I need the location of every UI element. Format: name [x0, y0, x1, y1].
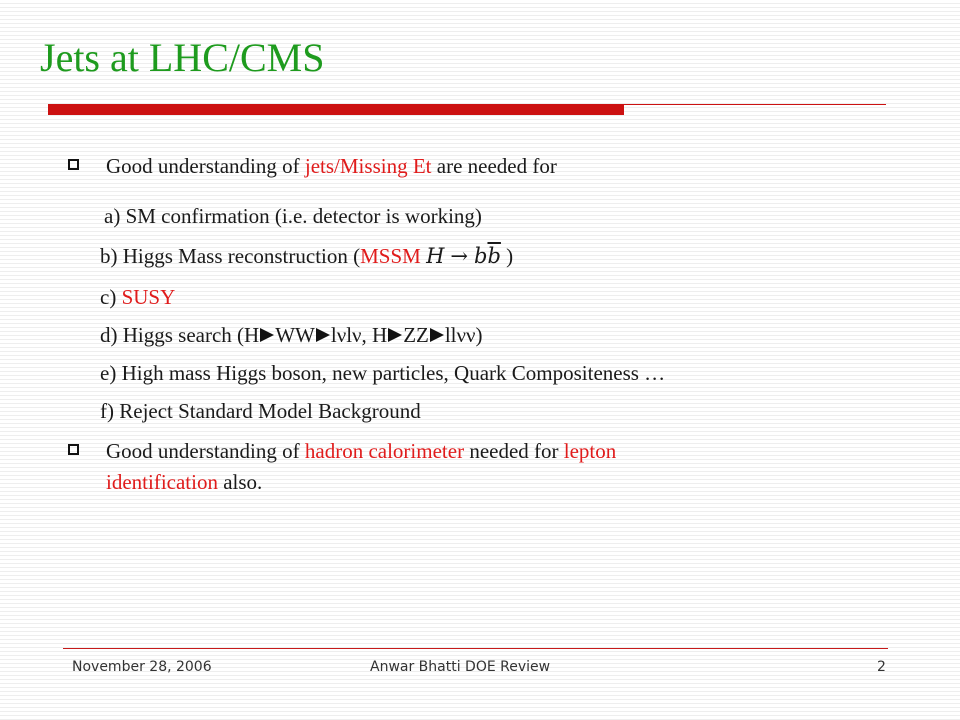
slide-title: Jets at LHC/CMS: [40, 35, 325, 80]
right-arrow-icon: [316, 328, 330, 342]
bullet-jets-prefix: Good understanding of: [106, 154, 305, 178]
bullet-hadron: [106, 438, 616, 464]
footer-presenter: Anwar Bhatti DOE Review: [370, 659, 551, 675]
bullet-jets-suffix: are needed for: [431, 154, 557, 178]
right-arrow-icon: [260, 328, 274, 342]
jets-missing-et-highlight: jets/Missing Et: [304, 154, 432, 178]
footer-rule: [63, 648, 888, 649]
right-arrow-icon: [430, 328, 444, 342]
footer-date: November 28, 2006: [72, 659, 212, 675]
formula-bbar: $\overline{b}$: [487, 244, 501, 268]
bullet-box-icon: [68, 444, 79, 455]
item-f: f) Reject Standard Model Background: [100, 399, 421, 423]
susy-highlight: SUSY: [121, 285, 176, 309]
identification-highlight: identification: [106, 470, 218, 494]
bullet-hadron-line2-suffix: also.: [217, 470, 263, 494]
lepton-highlight: lepton: [563, 439, 617, 463]
item-b: [100, 243, 513, 269]
hadron-calorimeter-highlight: hadron calorimeter: [304, 439, 465, 463]
title-rule-thin: [624, 104, 886, 105]
item-d-part3: lνlν, H: [330, 323, 388, 347]
bullet-hadron-middle: needed for: [464, 439, 564, 463]
title-rule-thick: [48, 104, 624, 115]
item-d-part4: ZZ: [403, 323, 429, 347]
bullet-hadron-line2: [106, 469, 262, 495]
item-d-part1: d) Higgs search (H: [100, 323, 260, 347]
item-d: [100, 322, 483, 348]
footer-page-number: 2: [877, 659, 886, 675]
item-a: a) SM confirmation (i.e. detector is working): [104, 204, 482, 228]
item-e: e) High mass Higgs boson, new particles, Quark Compositeness …: [100, 361, 666, 385]
formula-arrow: →: [450, 244, 469, 268]
item-b-suffix: ): [500, 244, 514, 268]
item-c-prefix: c): [100, 285, 122, 309]
bullet-box-icon: [68, 159, 79, 170]
mssm-highlight: MSSM: [360, 244, 421, 268]
higgs-bb-formula: [426, 244, 501, 268]
item-c: [100, 284, 175, 310]
item-b-prefix: b) Higgs Mass reconstruction (: [100, 244, 361, 268]
right-arrow-icon: [388, 328, 402, 342]
item-d-part2: WW: [275, 323, 315, 347]
formula-h: H: [426, 244, 445, 268]
bullet-hadron-prefix: Good understanding of: [106, 439, 305, 463]
bullet-jets: [106, 153, 557, 179]
item-d-part5: llνν): [444, 323, 483, 347]
formula-b: b: [474, 244, 488, 268]
